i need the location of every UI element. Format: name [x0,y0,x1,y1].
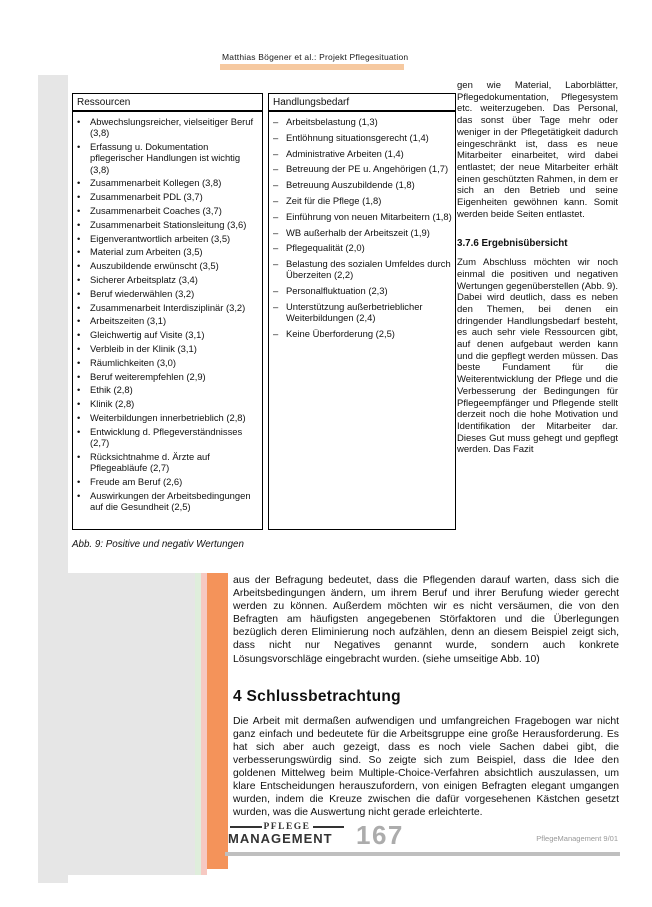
body-paragraph: aus der Befragung bedeutet, dass die Pflegenden darauf warten, dass sich die Arbeitsbedingungen ändern, um ihrem Beruf und ihrer Berufung wieder gerecht werden zu können. Außerdem möchten wir es nicht versäumen, die von den Befragten am häufigsten angegebenen Störfaktoren und die Überlegungen bezüglich deren Eliminierung noch aufzählen, denn an diesem Beispiel zeigt sich, dass nicht nur Negatives genannt wurde, sondern auch konkrete Lösungsvorschläge eingebracht wurden. (siehe umseitige Abb. 10) [233,575,619,665]
dash-icon: – [273,163,279,175]
bullet-icon: • [77,177,81,189]
table-row [77,476,260,487]
resource-label: Arbeitszeiten (3,1) [90,315,167,327]
table-row [77,451,260,474]
bullet-icon: • [77,476,81,488]
main-text-column [233,574,619,819]
resource-label: Freude am Beruf (2,6) [90,476,183,488]
need-label: Einführung von neuen Mitarbeitern (1,8) [286,210,452,222]
table-row [273,132,453,143]
sidebar-section-heading: 3.7.6 Ergebnisübersicht [457,238,568,250]
resource-label: Auswirkungen der Arbeitsbedingungen auf die Gesundheit (2,5) [90,489,251,513]
table-row [273,211,453,222]
resource-label: Klinik (2,8) [90,398,135,410]
need-label: Unterstützung außerbetrieblicher Weiterbildungen (2,4) [286,301,423,324]
table-row [273,258,453,281]
logo-top-text: PFLEGE [228,822,346,832]
bullet-icon: • [77,329,81,341]
need-label: WB außerhalb der Arbeitszeit (1,9) [286,226,430,238]
bullet-icon: • [77,246,81,258]
resource-label: Abwechslungsreicher, vielseitiger Beruf (3,8) [90,116,254,139]
bottom-left-gray-panel [38,573,195,875]
needs-list [269,112,455,339]
bullet-icon: • [77,370,81,382]
bullet-icon: • [77,425,81,437]
resource-label: Zusammenarbeit Kollegen (3,8) [90,177,222,189]
bullet-icon: • [77,260,81,272]
sidebar-paragraph: gen wie Material, Laborblätter, Pflegedokumentation, Pflegesystem etc. weiterzugeben. Das Personal, das sonst über Tage mehr oder weniger in der Pflegetätigkeit dadurch eingeschränkt ist, dass es neue Mitarbeiter einarbeitet, wird dabei entlastet; der neue Mitarbeiter erhält einen geschützten Rahmen, in dem er sich an den Betrieb und seine Eigenheiten gewöhnen kann. Somit werden beide Seiten entlastet. [457,80,618,220]
dash-icon: – [273,194,279,206]
section-heading: 4 Schlussbetrachtung [233,687,401,705]
table-row [273,328,453,339]
bullet-icon: • [77,287,81,299]
need-label: Administrative Arbeiten (1,4) [286,147,404,159]
bullet-icon: • [77,141,81,153]
orange-accent-bar [207,573,228,869]
table-row [273,148,453,159]
table-row [77,233,260,244]
resource-label: Zusammenarbeit Interdisziplinär (3,2) [90,301,246,313]
needs-table [268,93,456,530]
dash-icon: – [273,301,279,313]
bullet-icon: • [77,398,81,410]
sidebar-paragraph: Zum Abschluss möchten wir noch einmal die positiven und negativen Wertungen gegenüberstellen (Abb. 9). Dabei wird deutlich, dass es neben den Themen, bei denen ein dringender Handlungsbedarf besteht, es auch sehr viele Ressourcen gibt, auf denen aufgebaut werden kann und die gepflegt werden müssen. Das beste Fundament für die Weiterentwicklung der Pflege und die Verbesserung der Bedingungen für Pflegeempfänger und Pflegende stellt derzeit noch die hohe Motivation und Identifikation der Mitarbeiter dar. Dieses Gut muss gehegt und gepflegt werden. Das Fazit [457,257,618,456]
need-label: Entlöhnung situationsgerecht (1,4) [286,131,429,143]
resource-label: Zusammenarbeit PDL (3,7) [90,191,203,203]
resource-label: Erfassung u. Dokumentation pflegerischer Handlungen ist wichtig (3,8) [90,141,241,175]
dash-icon: – [273,147,279,159]
bullet-icon: • [77,315,81,327]
bullet-icon: • [77,343,81,355]
bullet-icon: • [77,489,81,501]
resources-header: Ressourcen [73,94,262,112]
bullet-icon: • [77,301,81,313]
resource-label: Räumlichkeiten (3,0) [90,356,176,368]
table-row [77,191,260,202]
table-row [77,490,260,513]
dash-icon: – [273,328,279,340]
table-row [77,412,260,423]
bullet-icon: • [77,116,81,127]
dash-icon: – [273,226,279,238]
dash-icon: – [273,285,279,297]
need-label: Zeit für die Pflege (1,8) [286,194,382,206]
table-row [273,179,453,190]
table-row [77,219,260,230]
need-label: Arbeitsbelastung (1,3) [286,116,378,127]
table-row [77,177,260,188]
resource-label: Sicherer Arbeitsplatz (3,4) [90,274,198,286]
resource-label: Zusammenarbeit Stationsleitung (3,6) [90,218,247,230]
table-row [77,426,260,449]
table-row [273,285,453,296]
table-row [273,227,453,238]
footer-rule [225,852,620,856]
bullet-icon: • [77,274,81,286]
table-row [77,246,260,257]
page-number: 167 [356,820,404,850]
running-header: Matthias Bögener et al.: Projekt Pflegesituation [222,52,409,62]
resource-label: Gleichwertig auf Visite (3,1) [90,329,205,341]
dash-icon: – [273,179,279,191]
need-label: Betreuung Auszubildende (1,8) [286,179,415,191]
table-row [77,357,260,368]
table-row [77,384,260,395]
resource-label: Weiterbildungen innerbetrieblich (2,8) [90,412,246,424]
bullet-icon: • [77,356,81,368]
table-row [77,116,260,139]
resource-label: Ethik (2,8) [90,384,133,396]
table-row [77,343,260,354]
table-row [77,288,260,299]
table-row [273,116,453,127]
resource-label: Auszubildende erwünscht (3,5) [90,260,219,272]
bullet-icon: • [77,450,81,462]
resource-label: Verbleib in der Klinik (3,1) [90,343,197,355]
resource-label: Beruf weiterempfehlen (2,9) [90,370,206,382]
pflege-management-logo [228,822,346,846]
table-row [273,163,453,174]
bullet-icon: • [77,384,81,396]
resource-label: Entwicklung d. Pflegeverständnisses (2,7) [90,425,243,449]
bullet-icon: • [77,218,81,230]
table-row [273,301,453,324]
logo-bottom-text: MANAGEMENT [228,831,333,846]
resource-label: Zusammenarbeit Coaches (3,7) [90,205,222,217]
table-row [273,242,453,253]
dash-icon: – [273,258,279,270]
need-label: Keine Überforderung (2,5) [286,328,395,340]
bullet-icon: • [77,232,81,244]
table-row [77,315,260,326]
table-row [77,329,260,340]
issue-label: PflegeManagement 9/01 [536,834,618,843]
title-highlight-bar [220,64,404,70]
resource-label: Material zum Arbeiten (3,5) [90,246,203,258]
table-row [77,274,260,285]
resource-label: Rücksichtnahme d. Ärzte auf Pflegeabläufe (2,7) [90,450,210,474]
bullet-icon: • [77,412,81,424]
dash-icon: – [273,131,279,143]
table-row [77,141,260,175]
table-row [77,302,260,313]
table-row [273,195,453,206]
need-label: Pflegequalität (2,0) [286,242,365,254]
table-row [77,260,260,271]
bullet-icon: • [77,205,81,217]
resources-table [72,93,263,530]
resources-list [73,112,262,512]
dash-icon: – [273,242,279,254]
bullet-icon: • [77,191,81,203]
need-label: Betreuung der PE u. Angehörigen (1,7) [286,163,449,175]
resource-label: Beruf wiederwählen (3,2) [90,287,195,299]
dash-icon: – [273,210,279,222]
need-label: Personalfluktuation (2,3) [286,285,388,297]
needs-header: Handlungsbedarf [269,94,455,112]
sidebar-text-column [457,80,618,456]
table-row [77,205,260,216]
body-paragraph: Die Arbeit mit dermaßen aufwendigen und umfangreichen Fragebogen war nicht ganz einfach und bedeutete für die Arbeitsgruppe eine große Herausforderung. Es hat sich aber auch gezeigt, dass es noch viele Sachen dabei gibt, die verbesserungswürdig sind. So zeigte sich zum Beispiel, dass die Idee den goldenen Mittelweg beim Multiple-Choice-Verfahren absichtlich auszulassen, um klare Entscheidungen herauszufordern, von einigen Befragten elegant umgangen wurden, indem die Kreuze zwischen die dafür vorgesehenen Kästchen gesetzt wurden, was die Auswertung nicht gerade erleichterte. [233,715,619,819]
table-row [77,371,260,382]
figure-caption: Abb. 9: Positive und negativ Wertungen [72,539,244,550]
dash-icon: – [273,116,279,127]
table-row [77,398,260,409]
need-label: Belastung des sozialen Umfeldes durch Überzeiten (2,2) [286,258,451,281]
resource-label: Eigenverantwortlich arbeiten (3,5) [90,232,231,244]
